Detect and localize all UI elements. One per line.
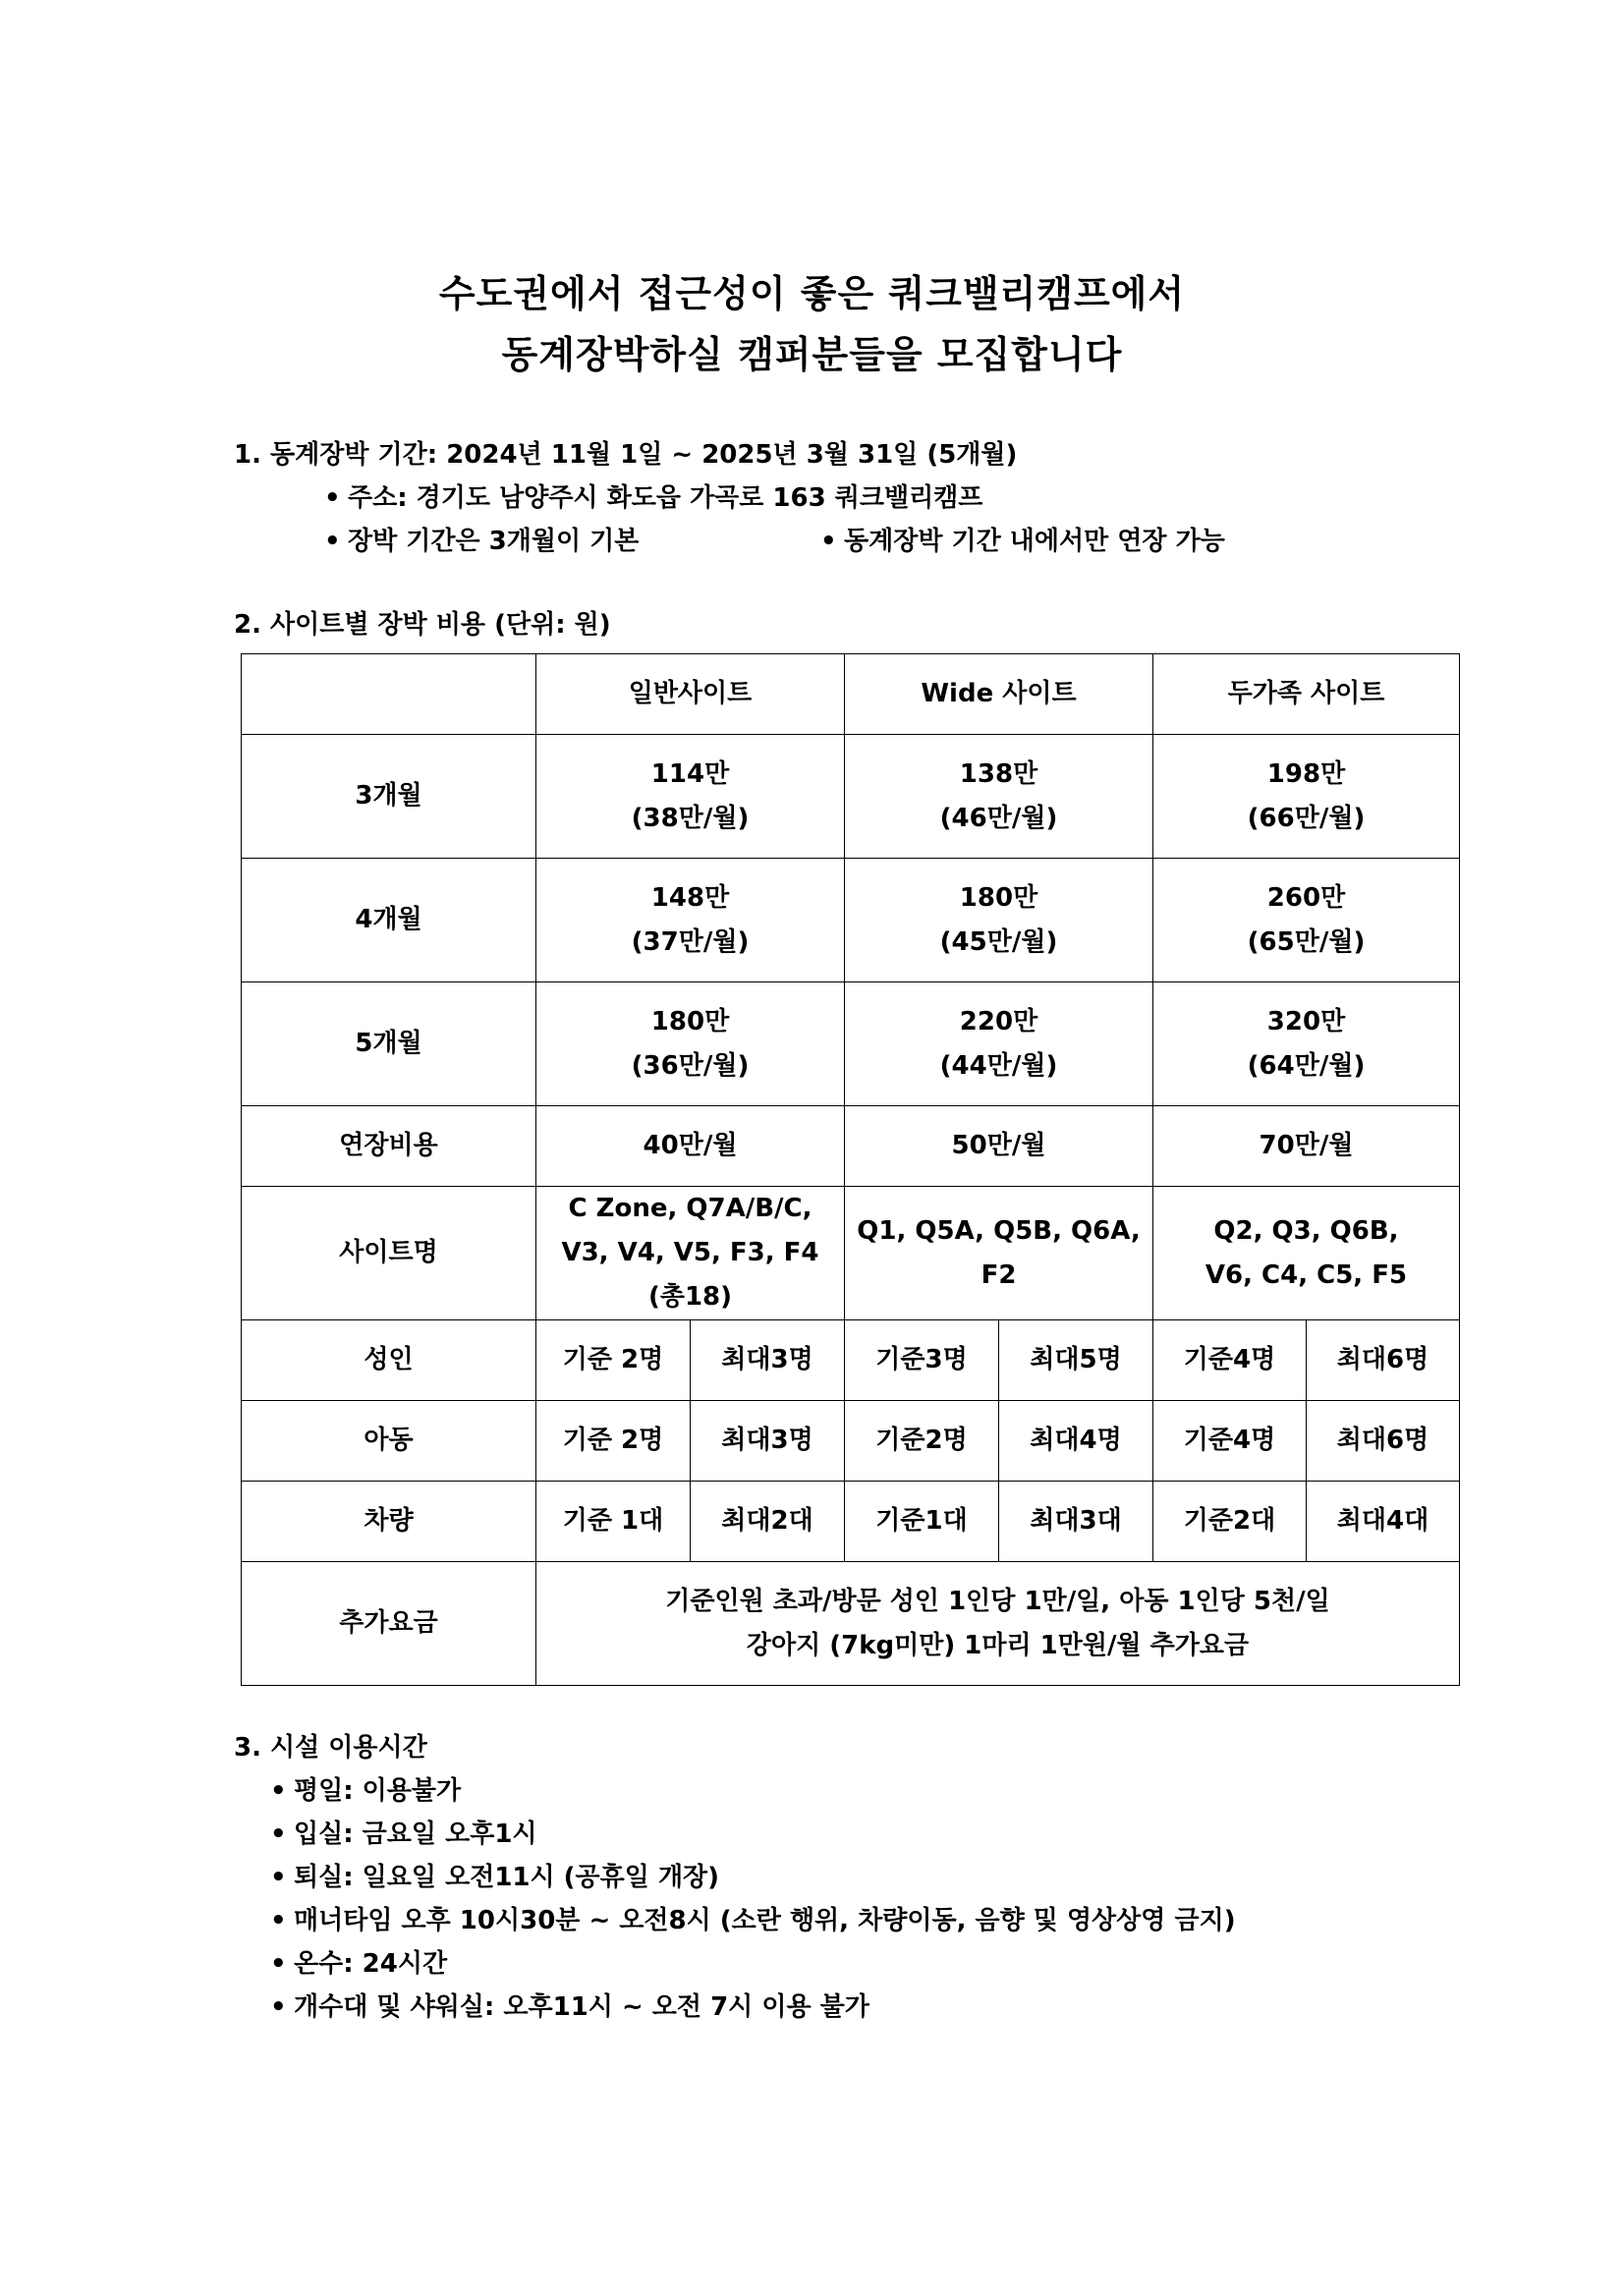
table-row	[242, 859, 1460, 982]
capacity-cell: 최대3명	[691, 1401, 845, 1482]
facility-item	[270, 1987, 869, 2023]
row-label: 차량	[242, 1482, 536, 1562]
price-total: 180만	[650, 1006, 730, 1036]
address-item	[324, 477, 982, 514]
corner-cell	[242, 654, 536, 735]
row-label: 성인	[242, 1320, 536, 1401]
table-row	[242, 982, 1460, 1106]
fee-table	[241, 653, 1460, 1686]
capacity-cell: 기준3명	[845, 1320, 999, 1401]
capacity-cell: 최대4명	[999, 1401, 1153, 1482]
capacity-cell: 기준 2명	[536, 1401, 691, 1482]
site-names-cell	[845, 1187, 1153, 1320]
site-names-line: (총18)	[647, 1282, 733, 1312]
capacity-cell: 최대6명	[1307, 1401, 1460, 1482]
capacity-cell: 최대2대	[691, 1482, 845, 1562]
price-monthly: (65만/월)	[1247, 926, 1366, 957]
price-total: 260만	[1266, 882, 1346, 913]
section3-heading: 3. 시설 이용시간	[234, 1733, 427, 1763]
extra-fee-line: 강아지 (7kg미만) 1마리 1만원/월 추가요금	[746, 1630, 1250, 1660]
row-label: 사이트명	[242, 1187, 536, 1320]
price-cell	[845, 982, 1153, 1106]
col-header-wide: Wide 사이트	[845, 654, 1153, 735]
price-total: 220만	[959, 1006, 1038, 1036]
extension-cell: 50만/월	[845, 1106, 1153, 1187]
price-monthly: (64만/월)	[1247, 1050, 1366, 1081]
price-cell	[845, 859, 1153, 982]
basic-period-text: 장박 기간은 3개월이 기본	[348, 527, 640, 556]
row-label: 4개월	[242, 859, 536, 982]
price-cell	[1153, 982, 1460, 1106]
site-names-line: Q2, Q3, Q6B,	[1213, 1215, 1399, 1246]
capacity-row-vehicle	[242, 1482, 1460, 1562]
facility-item-text: 퇴실: 일요일 오전11시 (공휴일 개장)	[294, 1863, 720, 1892]
price-cell	[1153, 859, 1460, 982]
capacity-cell: 기준 1대	[536, 1482, 691, 1562]
facility-item	[270, 1943, 447, 1980]
price-monthly: (37만/월)	[631, 926, 750, 957]
capacity-cell: 기준2대	[1153, 1482, 1307, 1562]
facility-item	[270, 1857, 719, 1893]
row-label: 아동	[242, 1401, 536, 1482]
extra-fee-row	[242, 1562, 1460, 1686]
price-monthly: (45만/월)	[939, 926, 1058, 957]
price-monthly: (36만/월)	[631, 1050, 750, 1081]
site-names-line: F2	[980, 1260, 1017, 1290]
site-names-line: C Zone, Q7A/B/C,	[568, 1194, 812, 1223]
facility-item-text: 온수: 24시간	[294, 1949, 448, 1979]
section1-heading: 1. 동계장박 기간: 2024년 11월 1일 ~ 2025년 3월 31일 (5개월)	[234, 440, 1018, 470]
price-cell	[1153, 735, 1460, 859]
price-cell	[536, 859, 845, 982]
price-total: 114만	[650, 758, 730, 789]
facility-item	[270, 1900, 1236, 1936]
row-label: 5개월	[242, 982, 536, 1106]
row-label: 연장비용	[242, 1106, 536, 1187]
facility-item	[270, 1770, 461, 1807]
extension-cell: 70만/월	[1153, 1106, 1460, 1187]
header-row	[242, 654, 1460, 735]
price-monthly: (44만/월)	[939, 1050, 1058, 1081]
extra-fee-line: 기준인원 초과/방문 성인 1인당 1만/일, 아동 1인당 5천/일	[665, 1586, 1330, 1616]
site-names-line: V6, C4, C5, F5	[1204, 1260, 1408, 1290]
facility-item-text: 입실: 금요일 오후1시	[294, 1820, 537, 1849]
col-header-two-family: 두가족 사이트	[1153, 654, 1460, 735]
price-total: 138만	[959, 758, 1038, 789]
price-cell	[536, 982, 845, 1106]
capacity-row-adult	[242, 1320, 1460, 1401]
row-label: 추가요금	[242, 1562, 536, 1686]
table-row	[242, 735, 1460, 859]
price-total: 320만	[1266, 1006, 1346, 1036]
capacity-cell: 최대6명	[1307, 1320, 1460, 1401]
price-cell	[845, 735, 1153, 859]
price-cell	[536, 735, 845, 859]
row-label: 3개월	[242, 735, 536, 859]
site-names-line: V3, V4, V5, F3, F4	[561, 1238, 819, 1267]
facility-item-text: 매너타임 오후 10시30분 ~ 오전8시 (소란 행위, 차량이동, 음향 및 영상상영 금지)	[294, 1906, 1236, 1935]
capacity-row-child	[242, 1401, 1460, 1482]
title-line-2: 동계장박하실 캠퍼분들을 모집합니다	[501, 333, 1123, 376]
facility-item-text: 평일: 이용불가	[294, 1776, 462, 1806]
extra-fee-cell	[536, 1562, 1460, 1686]
price-monthly: (38만/월)	[631, 803, 750, 833]
capacity-cell: 최대3명	[691, 1320, 845, 1401]
capacity-cell: 기준4명	[1153, 1401, 1307, 1482]
extension-note-item	[820, 521, 1225, 557]
capacity-cell: 기준1대	[845, 1482, 999, 1562]
site-names-row	[242, 1187, 1460, 1320]
price-total: 180만	[959, 882, 1038, 913]
site-names-cell	[1153, 1187, 1460, 1320]
site-names-line: Q1, Q5A, Q5B, Q6A,	[857, 1215, 1141, 1246]
extension-row	[242, 1106, 1460, 1187]
price-monthly: (46만/월)	[939, 803, 1058, 833]
title-line-1: 수도권에서 접근성이 좋은 쿼크밸리캠프에서	[438, 272, 1186, 315]
facility-item-text: 개수대 및 샤워실: 오후11시 ~ 오전 7시 이용 불가	[294, 1992, 869, 2022]
address-text: 주소: 경기도 남양주시 화도읍 가곡로 163 쿼크밸리캠프	[348, 483, 983, 513]
extension-note-text: 동계장박 기간 내에서만 연장 가능	[844, 527, 1225, 556]
capacity-cell: 기준2명	[845, 1401, 999, 1482]
price-monthly: (66만/월)	[1247, 803, 1366, 833]
section2-heading: 2. 사이트별 장박 비용 (단위: 원)	[234, 610, 611, 640]
capacity-cell: 최대3대	[999, 1482, 1153, 1562]
price-total: 198만	[1266, 758, 1346, 789]
capacity-cell: 기준4명	[1153, 1320, 1307, 1401]
price-total: 148만	[650, 882, 730, 913]
col-header-general: 일반사이트	[536, 654, 845, 735]
capacity-cell: 기준 2명	[536, 1320, 691, 1401]
site-names-cell	[536, 1187, 845, 1320]
capacity-cell: 최대5명	[999, 1320, 1153, 1401]
extension-cell: 40만/월	[536, 1106, 845, 1187]
facility-item	[270, 1814, 537, 1850]
capacity-cell: 최대4대	[1307, 1482, 1460, 1562]
basic-period-item	[324, 521, 639, 557]
